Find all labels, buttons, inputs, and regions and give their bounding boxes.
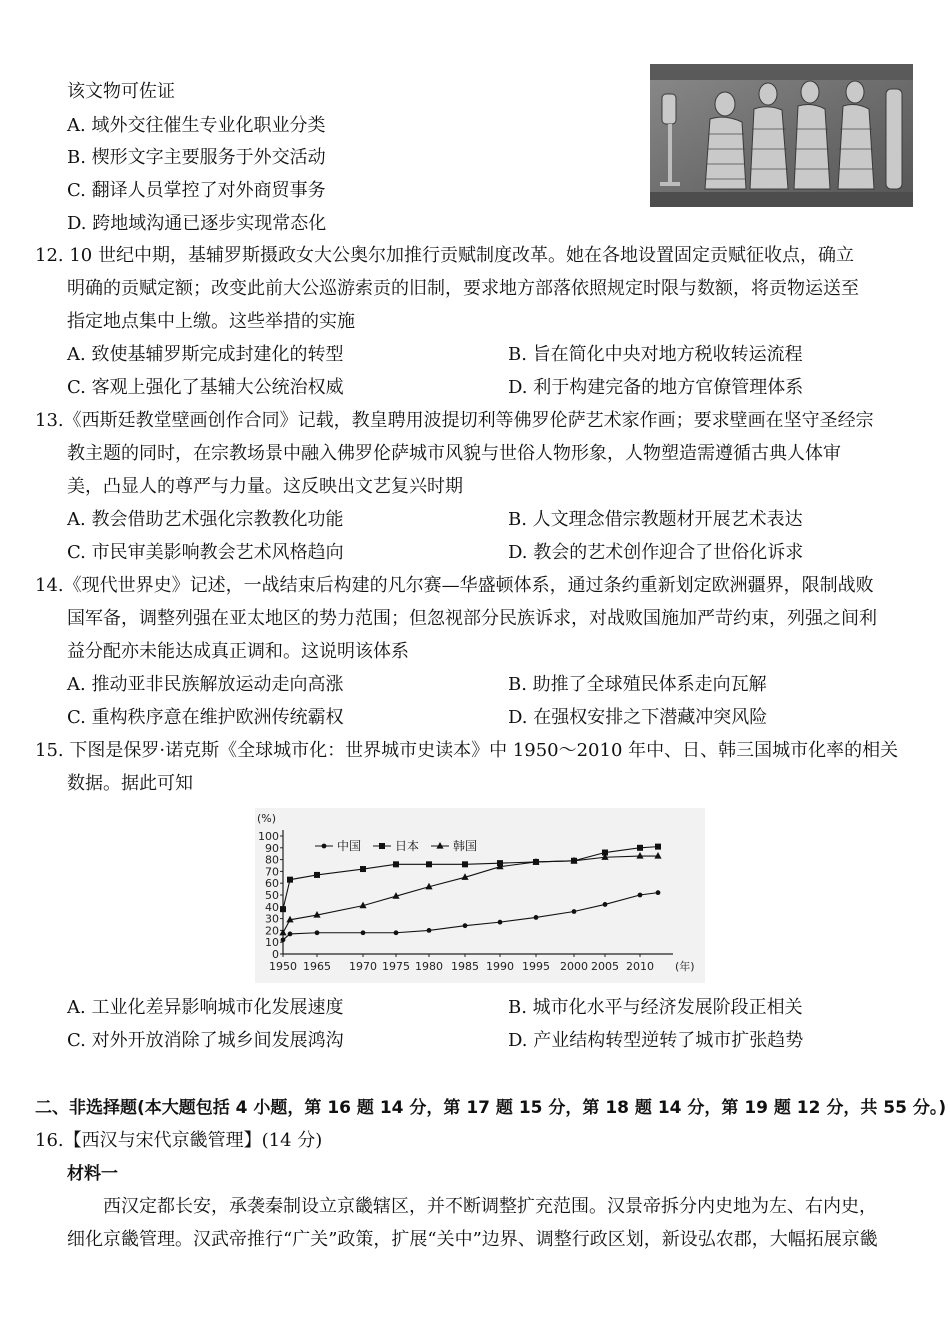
data-point bbox=[280, 906, 286, 912]
q16-material-line-1: 西汉定都长安，承袭秦制设立京畿辖区，并不断调整扩充范围。汉景帝拆分内史地为左、右内史， bbox=[103, 1196, 877, 1217]
data-point bbox=[315, 930, 320, 935]
x-tick-label: 1975 bbox=[382, 960, 410, 973]
data-point bbox=[656, 890, 661, 895]
data-point bbox=[498, 920, 503, 925]
legend-label: 韩国 bbox=[453, 839, 478, 853]
q15-stem-line-1: 15. 下图是保罗·诺克斯《全球城市化：世界城市史读本》中 1950～2010 年中、日、韩三国城市化率的相关 bbox=[35, 740, 899, 761]
data-point bbox=[393, 861, 399, 867]
q12-stem-line-3: 指定地点集中上缴。这些举措的实施 bbox=[67, 311, 355, 332]
q13-stem-line-1: 13.《西斯廷教堂壁画创作合同》记载，教皇聘用波提切利等佛罗伦萨艺术家作画；要求壁画在坚守圣经宗 bbox=[35, 410, 874, 431]
q11-option-c: C. 翻译人员掌控了对外商贸事务 bbox=[67, 180, 326, 201]
section-2-heading: 二、非选择题(本大题包括 4 小题，第 16 题 14 分，第 17 题 15 分，第 18 题 14 分，第 19 题 12 分，共 55 分。) bbox=[35, 1098, 947, 1118]
y-tick-label: 70 bbox=[265, 865, 279, 879]
y-tick-label: 80 bbox=[265, 853, 279, 867]
q12-stem-line-1: 12. 10 世纪中期，基辅罗斯摄政女大公奥尔加推行贡赋制度改革。她在各地设置固定贡赋征收点，确立 bbox=[35, 245, 854, 266]
q14-stem-line-1: 14.《现代世界史》记述，一战结束后构建的凡尔赛—华盛顿体系，通过条约重新划定欧洲疆界，限制战败 bbox=[35, 575, 874, 596]
x-tick-label: 1985 bbox=[451, 960, 479, 973]
data-point bbox=[426, 861, 432, 867]
q15-option-a: A. 工业化差异影响城市化发展速度 bbox=[67, 997, 344, 1018]
y-tick-label: 0 bbox=[272, 948, 279, 961]
q14-option-a: A. 推动亚非民族解放运动走向高涨 bbox=[67, 674, 344, 695]
q13-stem-line-2: 教主题的同时，在宗教场景中融入佛罗伦萨城市风貌与世俗人物形象，人物塑造需遵循古典人体审 bbox=[67, 443, 841, 464]
q14-stem-line-3: 益分配亦未能达成真正调和。这说明该体系 bbox=[67, 641, 409, 662]
y-tick-label: 20 bbox=[265, 924, 279, 938]
data-point bbox=[655, 844, 661, 850]
x-axis-label: (年) bbox=[675, 960, 695, 973]
data-point bbox=[360, 866, 366, 872]
data-point bbox=[637, 845, 643, 851]
x-tick-label: 2010 bbox=[626, 960, 654, 973]
data-point bbox=[361, 930, 366, 935]
q13-stem-line-3: 美，凸显人的尊严与力量。这反映出文艺复兴时期 bbox=[67, 476, 463, 497]
legend-marker bbox=[322, 844, 327, 849]
y-tick-label: 10 bbox=[265, 936, 279, 950]
q12-stem-line-2: 明确的贡赋定额；改变此前大公巡游索贡的旧制，要求地方部落依照规定时限与数额，将贡物运送至 bbox=[67, 278, 859, 299]
q15-option-d: D. 产业结构转型逆转了城市扩张趋势 bbox=[508, 1030, 804, 1051]
q12-option-a: A. 致使基辅罗斯完成封建化的转型 bbox=[67, 344, 344, 365]
artifact-image bbox=[650, 64, 913, 207]
x-tick-label: 1950 bbox=[269, 960, 297, 973]
x-tick-label: 1965 bbox=[303, 960, 331, 973]
data-point bbox=[534, 915, 539, 920]
q11-option-b: B. 楔形文字主要服务于外交活动 bbox=[67, 147, 326, 168]
q13-option-d: D. 教会的艺术创作迎合了世俗化诉求 bbox=[508, 542, 804, 563]
q13-option-a: A. 教会借助艺术强化宗教教化功能 bbox=[67, 509, 344, 530]
q15-stem-line-2: 数据。据此可知 bbox=[67, 773, 193, 794]
data-point bbox=[463, 923, 468, 928]
q15-option-b: B. 城市化水平与经济发展阶段正相关 bbox=[508, 997, 803, 1018]
q11-option-a: A. 域外交往催生专业化职业分类 bbox=[67, 115, 326, 136]
data-point bbox=[281, 937, 286, 942]
legend-marker bbox=[379, 843, 385, 849]
y-tick-label: 40 bbox=[265, 900, 279, 914]
data-point bbox=[462, 861, 468, 867]
y-tick-label: 90 bbox=[265, 841, 279, 855]
q12-option-d: D. 利于构建完备的地方官僚管理体系 bbox=[508, 377, 804, 398]
y-tick-label: 100 bbox=[258, 830, 279, 843]
x-tick-label: 1970 bbox=[349, 960, 377, 973]
data-point bbox=[314, 872, 320, 878]
data-point bbox=[638, 893, 643, 898]
q11-stem-tail: 该文物可佐证 bbox=[67, 81, 175, 102]
x-tick-label: 2005 bbox=[591, 960, 619, 973]
x-tick-label: 1995 bbox=[522, 960, 550, 973]
x-tick-label: 1990 bbox=[486, 960, 514, 973]
data-point bbox=[572, 909, 577, 914]
y-tick-label: 60 bbox=[265, 877, 279, 891]
q13-option-b: B. 人文理念借宗教题材开展艺术表达 bbox=[508, 509, 803, 530]
q13-option-c: C. 市民审美影响教会艺术风格趋向 bbox=[67, 542, 344, 563]
q14-option-d: D. 在强权安排之下潜藏冲突风险 bbox=[508, 707, 768, 728]
data-point bbox=[603, 902, 608, 907]
x-tick-label: 2000 bbox=[560, 960, 588, 973]
y-axis-label: (%) bbox=[257, 812, 277, 825]
data-point bbox=[394, 930, 399, 935]
q14-option-c: C. 重构秩序意在维护欧洲传统霸权 bbox=[67, 707, 344, 728]
q16-material-label: 材料一 bbox=[67, 1164, 118, 1184]
legend-label: 中国 bbox=[337, 839, 362, 853]
x-tick-label: 1980 bbox=[415, 960, 443, 973]
data-point bbox=[288, 932, 293, 937]
data-point bbox=[427, 928, 432, 933]
q12-option-b: B. 旨在简化中央对地方税收转运流程 bbox=[508, 344, 803, 365]
q16-title: 16.【西汉与宋代京畿管理】(14 分) bbox=[35, 1130, 323, 1151]
q14-option-b: B. 助推了全球殖民体系走向瓦解 bbox=[508, 674, 767, 695]
urbanization-line-chart bbox=[255, 808, 705, 983]
legend-label: 日本 bbox=[395, 839, 420, 853]
q11-option-d: D. 跨地域沟通已逐步实现常态化 bbox=[67, 213, 327, 234]
y-tick-label: 50 bbox=[265, 889, 279, 902]
q14-stem-line-2: 国军备，调整列强在亚太地区的势力范围；但忽视部分民族诉求，对战败国施加严苛约束，列强之间利 bbox=[67, 608, 877, 629]
q12-option-c: C. 客观上强化了基辅大公统治权威 bbox=[67, 377, 344, 398]
q15-option-c: C. 对外开放消除了城乡间发展鸿沟 bbox=[67, 1030, 344, 1051]
data-point bbox=[287, 877, 293, 883]
q16-material-line-2: 细化京畿管理。汉武帝推行“广关”政策，扩展“关中”边界、调整行政区划，新设弘农郡，大幅拓展京畿 bbox=[67, 1229, 878, 1250]
y-tick-label: 30 bbox=[265, 912, 279, 926]
